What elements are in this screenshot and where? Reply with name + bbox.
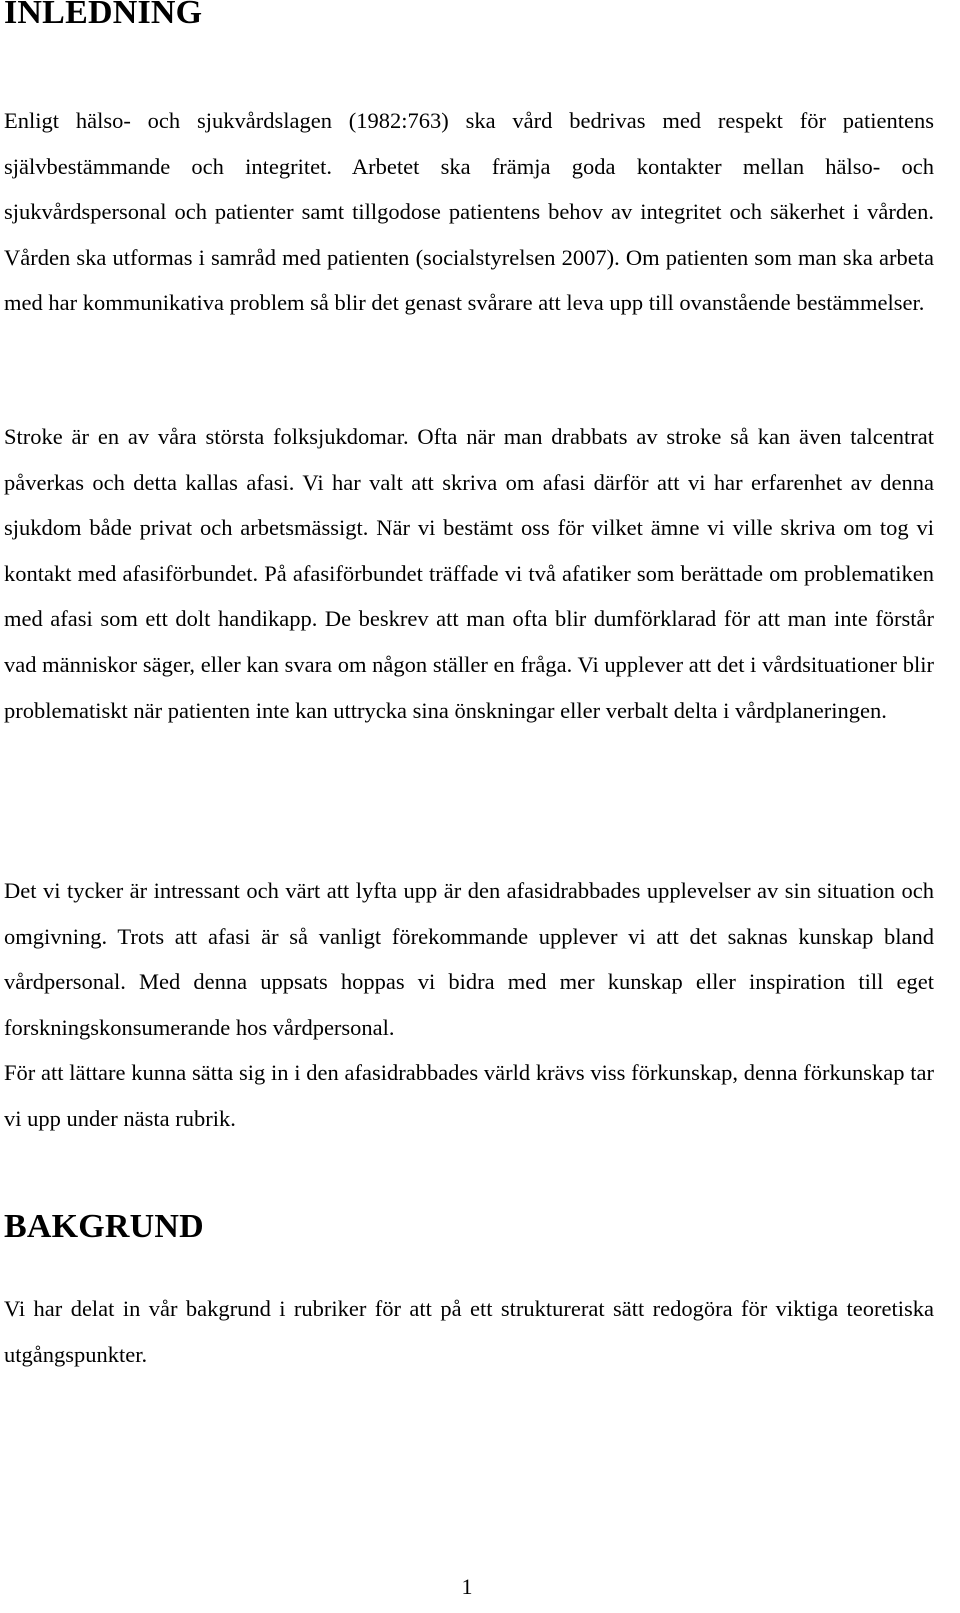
paragraph-background-intro: Vi har delat in vår bakgrund i rubriker för att på ett strukturerat sätt redogöra för viktiga teoretiska utgångspunkter.	[4, 1296, 934, 1367]
page-number: 1	[461, 1574, 473, 1599]
paragraph-prior-knowledge: För att lättare kunna sätta sig in i den afasidrabbades värld krävs viss förkunskap, denna förkunskap tar vi upp under nästa rubrik.	[4, 1060, 934, 1131]
paragraph-stroke-afasi: Stroke är en av våra största folksjukdomar. Ofta när man drabbats av stroke så kan även talcentrat påverkas och detta kallas afasi. Vi har valt att skriva om afasi därför att vi har erfarenhet av denna sjukdom både privat och arbetsmässigt. När vi bestämt oss för vilket ämne vi ville skriva om tog vi kontakt med afasiförbundet. På afasiförbundet träffade vi två afatiker som berättade om problematiken med afasi som ett dolt handikapp. De beskrev att man ofta blir dumförklarad för att man inte förstår vad människor säger, eller kan svara om någon ställer en fråga. Vi upplever att det i vårdsituationer blir problematiskt när patienten inte kan uttrycka sina önskningar eller verbalt delta i vårdplaneringen.	[4, 424, 934, 723]
section-heading-inledning: INLEDNING	[4, 0, 203, 31]
paragraph-interest: Det vi tycker är intressant och värt att lyfta upp är den afasidrabbades upplevelser av sin situation och omgivning. Trots att afasi är så vanligt förekommande upplever vi att det saknas kunskap bland vårdpersonal. Med denna uppsats hoppas vi bidra med mer kunskap eller inspiration till eget forskningskonsumerande hos vårdpersonal.	[4, 878, 934, 1040]
paragraph-intro-law: Enligt hälso- och sjukvårdslagen (1982:763) ska vård bedrivas med respekt för patientens självbestämmande och integritet. Arbetet ska främja goda kontakter mellan hälso- och sjukvårdspersonal och patienter samt tillgodose patientens behov av integritet och säkerhet i vården. Vården ska utformas i samråd med patienten (socialstyrelsen 2007). Om patienten som man ska arbeta med har kommunikativa problem så blir det genast svårare att leva upp till ovanstående bestämmelser.	[4, 108, 934, 316]
section-heading-bakgrund: BAKGRUND	[4, 1208, 204, 1245]
